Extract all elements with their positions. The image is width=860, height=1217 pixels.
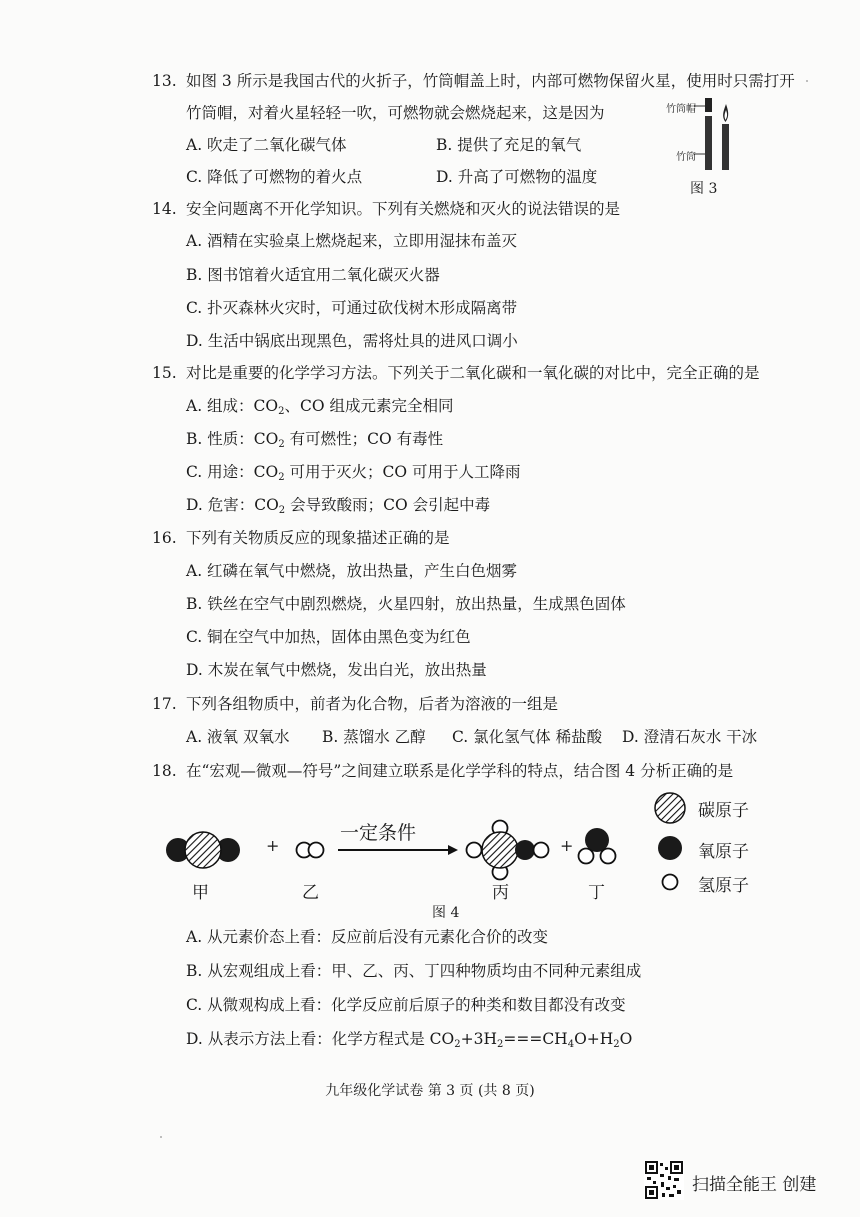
q14-option-b: B. 图书馆着火适宜用二氧化碳灭火器 — [186, 266, 440, 284]
q14-stem-text: 安全问题离不开化学知识。下列有关燃烧和灭火的说法错误的是 — [186, 200, 621, 218]
q13-option-d: D. 升高了可燃物的温度 — [436, 168, 598, 186]
q17-option-b: B. 蒸馏水 乙醇 — [322, 728, 426, 746]
q16-option-b: B. 铁丝在空气中剧烈燃烧，火星四射，放出热量，生成黑色固体 — [186, 595, 626, 613]
label-ding: 丁 — [588, 883, 605, 903]
molecule-ding-icon — [579, 828, 616, 864]
q17-option-c: C. 氯化氢气体 稀盐酸 — [452, 728, 603, 746]
scan-speck — [806, 80, 808, 82]
figure-3 — [662, 94, 742, 198]
q16-option-a: A. 红磷在氧气中燃烧，放出热量，产生白色烟雾 — [186, 562, 518, 580]
q17-option-a: A. 液氧 双氧水 — [186, 728, 290, 746]
fig4-caption: 图 4 — [432, 905, 460, 921]
q14-number: 14. — [152, 200, 177, 218]
q13-option-c: C. 降低了可燃物的着火点 — [186, 168, 363, 186]
q18-option-d: D. 从表示方法上看：化学方程式是 $CO_2+3H_2===CH_4O+H_2O$ — [186, 1030, 633, 1050]
q15-option-b: B. 性质：$CO_2$ 有可燃性；CO 有毒性 — [186, 430, 444, 450]
label-yi: 乙 — [302, 883, 319, 903]
q13-stem-text1: 如图 3 所示是我国古代的火折子，竹筒帽盖上时，内部可燃物保留火星，使用时只需打开 — [186, 72, 795, 90]
fig3-label-cap: 竹筒帽 — [666, 104, 696, 115]
q18-option-c: C. 从微观构成上看：化学反应前后原子的种类和数目都没有改变 — [186, 996, 626, 1014]
molecule-yi-icon — [297, 843, 324, 858]
reaction-condition: 一定条件 — [340, 822, 417, 844]
q14-option-d: D. 生活中锅底出现黑色，需将灶具的进风口调小 — [186, 332, 518, 350]
q17-number: 17. — [152, 695, 177, 713]
q18-option-b: B. 从宏观组成上看：甲、乙、丙、丁四种物质均由不同种元素组成 — [186, 962, 642, 980]
q13-option-a: A. 吹走了二氧化碳气体 — [186, 136, 347, 154]
qr-code-icon — [644, 1160, 684, 1200]
q18-stem — [152, 760, 733, 782]
q16-option-c: C. 铜在空气中加热，固体由黑色变为红色 — [186, 628, 471, 646]
q16-option-d: D. 木炭在氧气中燃烧，发出白光，放出热量 — [186, 661, 487, 679]
legend-oxygen-icon — [658, 836, 682, 860]
label-bing: 丙 — [492, 883, 509, 903]
q16-stem-text: 下列有关物质反应的现象描述正确的是 — [186, 529, 450, 547]
q13-stem-line2: 竹筒帽，对着火星轻轻一吹，可燃物就会燃烧起来，这是因为 — [186, 104, 605, 122]
q16-number: 16. — [152, 529, 177, 547]
page-footer: 九年级化学试卷 第 3 页 (共 8 页) — [325, 1083, 535, 1099]
q13-option-b: B. 提供了充足的氧气 — [436, 136, 582, 154]
legend-oxygen-label: 氧原子 — [698, 842, 749, 862]
q15-option-d: D. 危害：$CO_2$ 会导致酸雨；CO 会引起中毒 — [186, 496, 491, 516]
label-jia: 甲 — [192, 883, 209, 903]
q16-stem — [152, 527, 450, 549]
legend-carbon-label: 碳原子 — [698, 801, 749, 821]
q15-number: 15. — [152, 364, 177, 382]
q17-stem — [152, 693, 558, 715]
q14-option-c: C. 扑灭森林火灾时，可通过砍伐树木形成隔离带 — [186, 299, 518, 317]
q15-option-a: A. 组成：$CO_2$、CO 组成元素完全相同 — [186, 397, 454, 417]
q13-stem-line1 — [152, 70, 795, 92]
fig3-caption: 图 3 — [690, 181, 718, 197]
watermark-text: 扫描全能王 创建 — [692, 1175, 817, 1195]
figure-4 — [160, 790, 780, 930]
fig3-label-tube: 竹筒 — [676, 152, 696, 163]
q15-stem-text: 对比是重要的化学学习方法。下列关于二氧化碳和一氧化碳的对比中，完全正确的是 — [186, 364, 760, 382]
q18-option-a: A. 从元素价态上看：反应前后没有元素化合价的改变 — [186, 928, 549, 946]
scan-speck — [160, 1136, 162, 1138]
q17-option-d: D. 澄清石灰水 干冰 — [622, 728, 758, 746]
q17-stem-text: 下列各组物质中，前者为化合物，后者为溶液的一组是 — [186, 695, 559, 713]
legend-hydrogen-label: 氢原子 — [698, 876, 749, 896]
q14-option-a: A. 酒精在实验桌上燃烧起来，立即用湿抹布盖灭 — [186, 232, 518, 250]
q15-stem — [152, 362, 760, 384]
q15-option-c: C. 用途：$CO_2$ 可用于灭火；CO 可用于人工降雨 — [186, 463, 521, 483]
molecule-bing-icon — [467, 821, 549, 880]
reaction-diagram — [160, 790, 780, 930]
q18-stem-text: 在“宏观—微观—符号”之间建立联系是化学学科的特点，结合图 4 分析正确的是 — [186, 762, 734, 780]
molecule-jia-icon — [166, 832, 240, 868]
q14-stem — [152, 198, 620, 220]
legend-carbon-icon — [655, 793, 685, 823]
plus-2: + — [560, 836, 574, 855]
legend-hydrogen-icon — [663, 875, 678, 890]
q13-number: 13. — [152, 72, 177, 90]
q18-number: 18. — [152, 762, 177, 780]
plus-1: + — [266, 836, 280, 855]
